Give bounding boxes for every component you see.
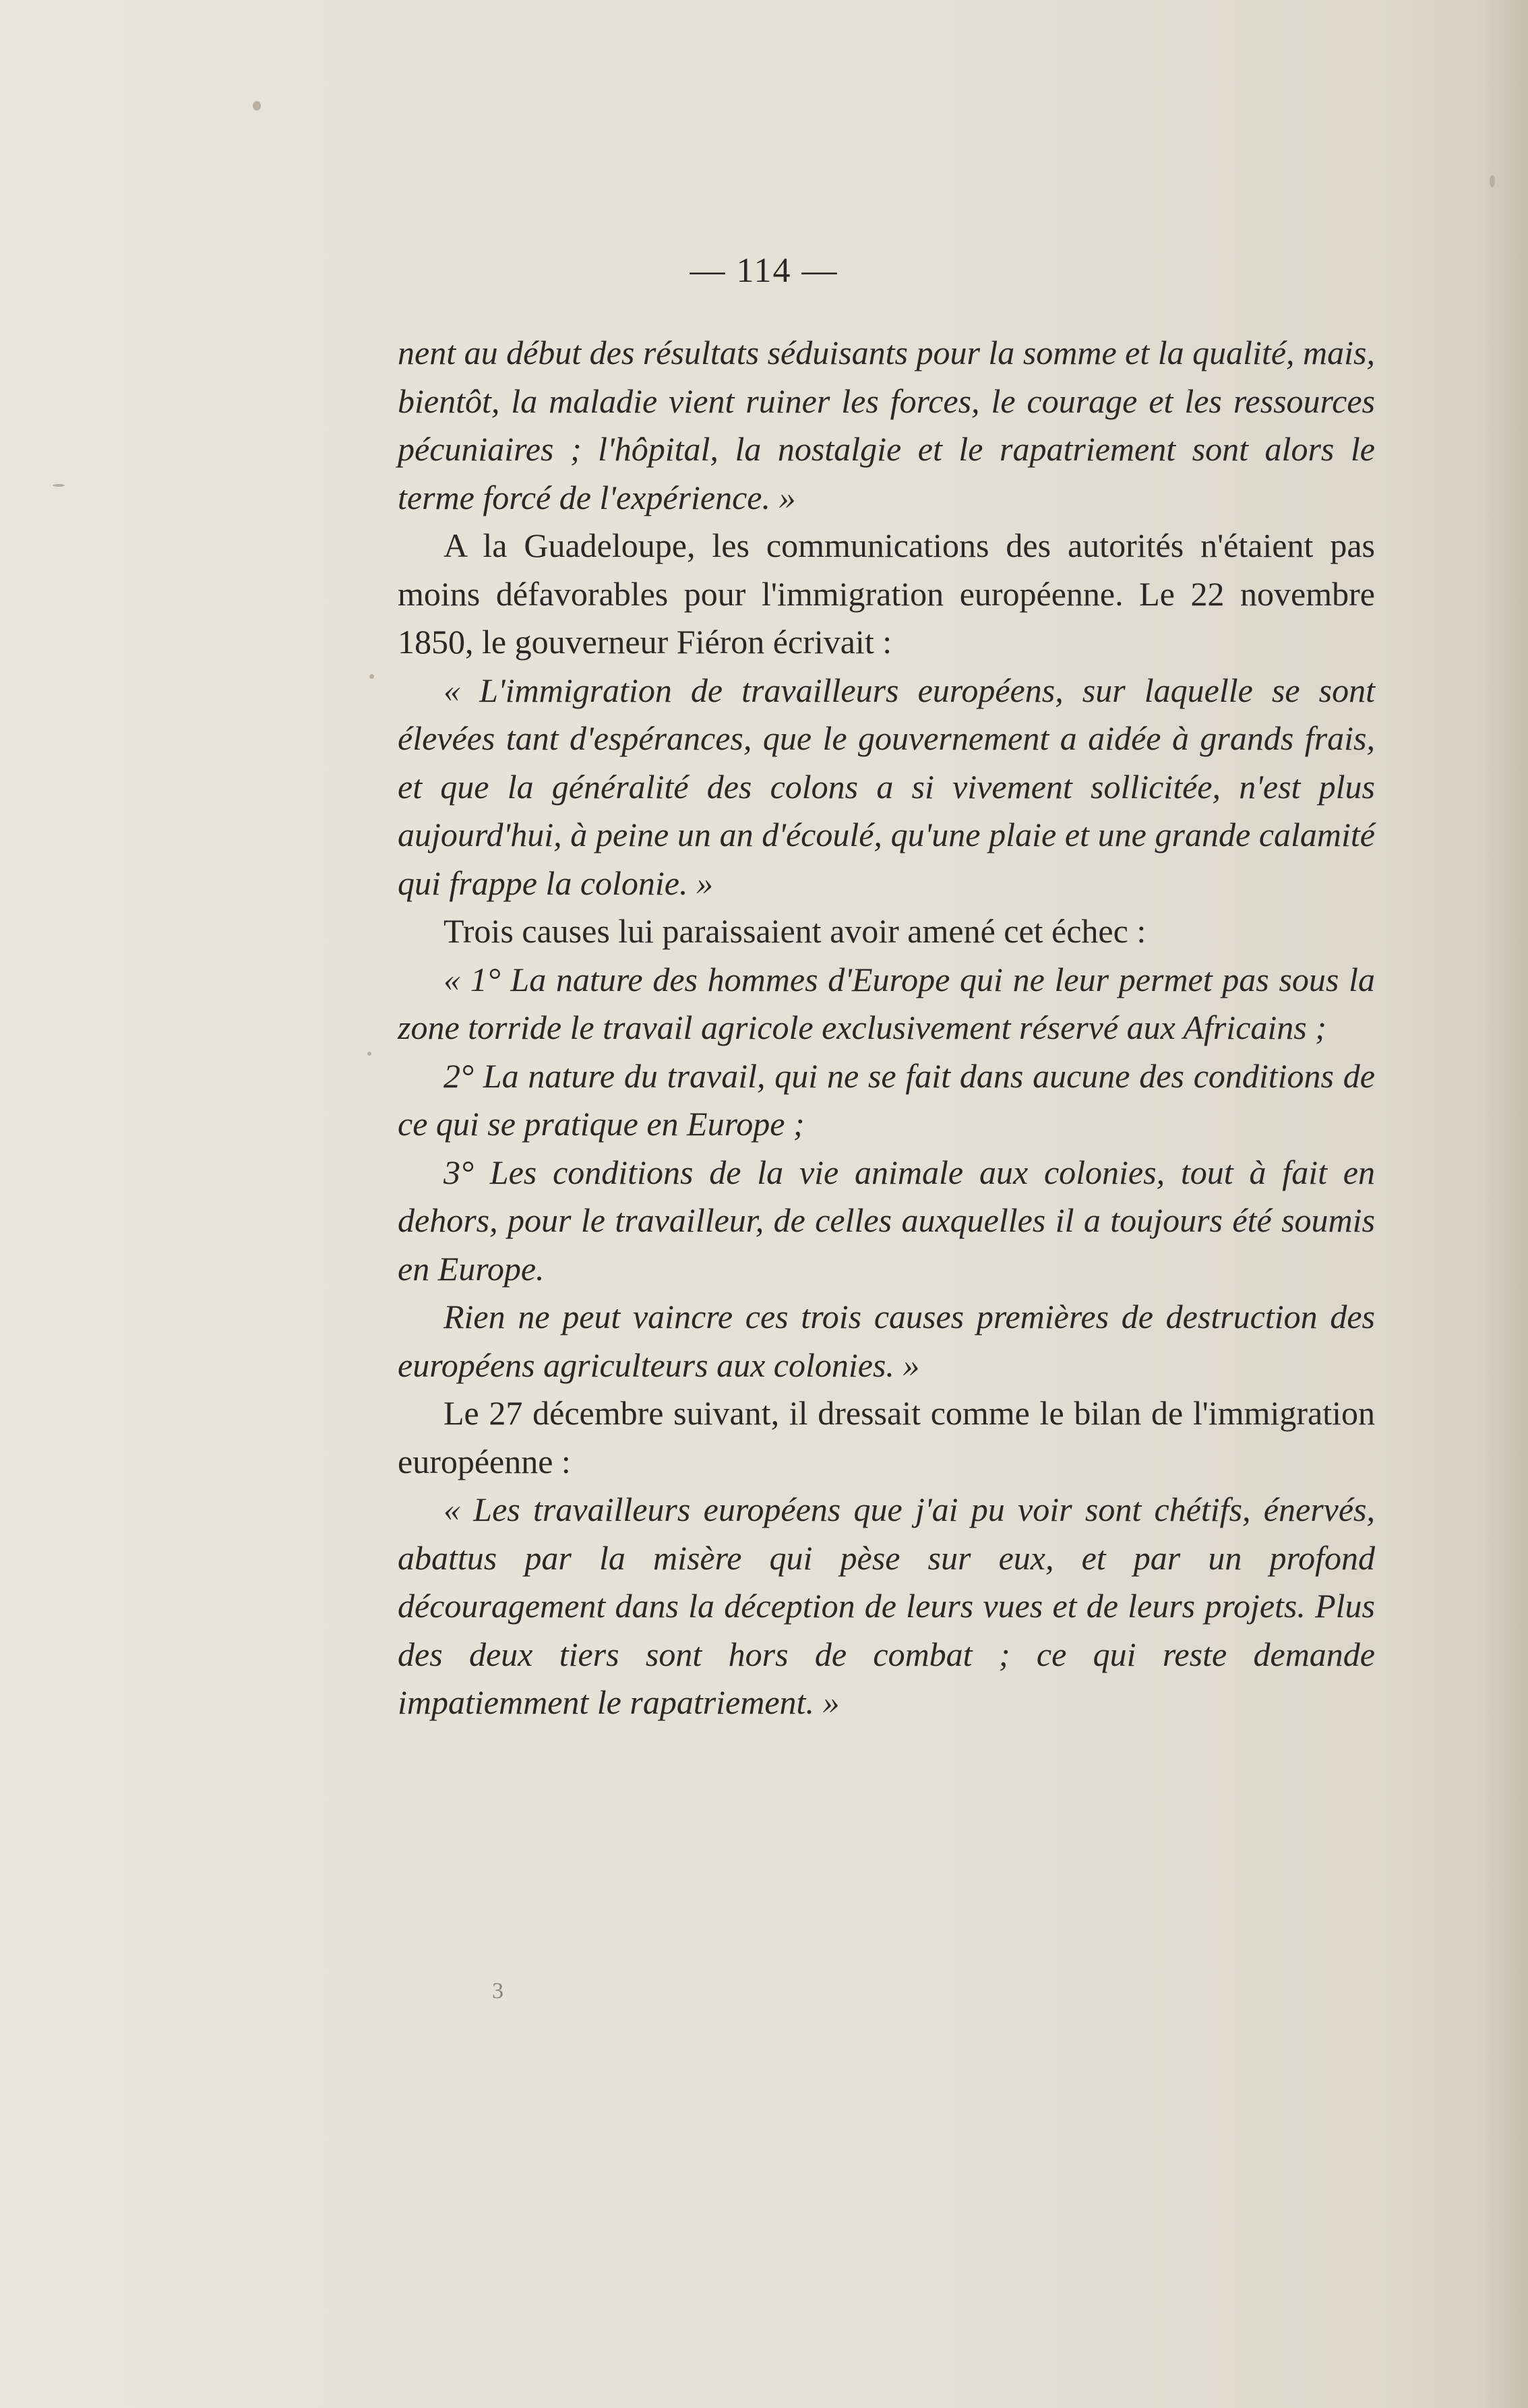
page-number: — 114 — — [690, 251, 838, 290]
paper-speck — [53, 484, 65, 487]
paragraph-guadeloupe: A la Guadeloupe, les communications des autorités n'étaient pas moins défavorables pour l'immigration européenne. Le 22 novembre 1850, le gouverneur Fiéron écrivait : — [398, 526, 1375, 661]
cause-3: 3° Les conditions de la vie animale aux colonies, tout à fait en dehors, pour le travailleur, de celles auxquelles il a toujours été soumis en Europe. — [398, 1153, 1375, 1288]
cause-2: 2° La nature du travail, qui ne se fait dans aucune des conditions de ce qui se pratique en Europe ; — [398, 1056, 1375, 1143]
stray-mark: 3 — [492, 1979, 503, 2004]
paper-speck — [369, 674, 374, 679]
paragraph-continuation: nent au début des résultats séduisants pour la somme et la qualité, mais, bientôt, la maladie vient ruiner les forces, le courage et les ressources pécuniaires ; l'hôpital, la nostalgie et le rapatriement sont alors le terme forcé de l'expérience. » — [398, 334, 1375, 516]
quote-conclusion: Rien ne peut vaincre ces trois causes premières de destruction des européens agriculteurs aux colonies. » — [398, 1298, 1375, 1384]
paragraph-three-causes: Trois causes lui paraissaient avoir amené cet échec : — [444, 912, 1147, 950]
quote-immigration: « L'immigration de travailleurs européens, sur laquelle se sont élevées tant d'espérances, que le gouvernement a aidée à grands frais, et que la généralité des colons a si vivement sollicitée, n'est plus aujourd'hui, à peine un an d'écoulé, qu'une plaie et une grande calamité qui frappe la colonie. » — [398, 671, 1375, 902]
paragraph-bilan: Le 27 décembre suivant, il dressait comme le bilan de l'immigration européenne : — [398, 1394, 1375, 1480]
cause-1: « 1° La nature des hommes d'Europe qui ne leur permet pas sous la zone torride le travail agricole exclusivement réservé aux Africains ; — [398, 960, 1375, 1046]
paper-speck — [253, 101, 261, 111]
body-text — [398, 329, 1375, 1727]
paper-speck — [1490, 175, 1495, 187]
quote-workers: « Les travailleurs européens que j'ai pu voir sont chétifs, énervés, abattus par la misère qui pèse sur eux, et par un profond découragement dans la déception de leurs vues et de leurs projets. Plus des deux tiers sont hors de combat ; ce qui reste demande impatiemment le rapatriement. » — [398, 1491, 1375, 1721]
page-edge-shadow — [1481, 0, 1528, 2408]
paper-speck — [367, 1052, 371, 1056]
